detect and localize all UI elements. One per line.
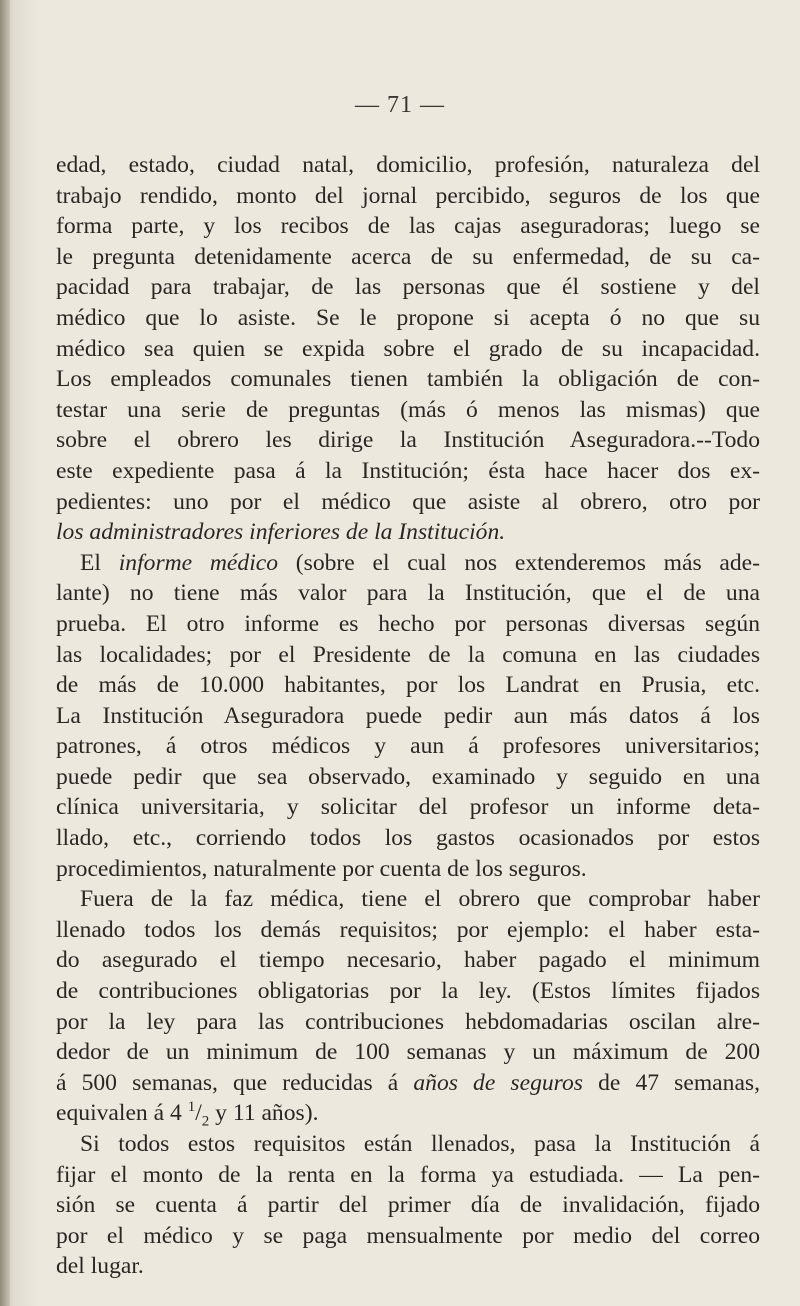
text-line: equivalen á 4 $^1/_2$ y 11 años). xyxy=(56,1099,319,1131)
text-fragment: (sobre el cual nos extenderemos más ade- xyxy=(278,549,760,576)
text-line: médico sea quien se expida sobre el grado de su incapacidad. xyxy=(56,335,760,362)
text-line: médico que lo asiste. Se le propone si acepta ó no que su xyxy=(56,304,760,331)
text-line: de contribuciones obligatorias por la ley. (Estos límites fijados xyxy=(56,978,760,1005)
text-line: las localidades; por el Presidente de la comuna en las ciudades xyxy=(56,641,760,668)
text-line: por la ley para las contribuciones hebdomadarias oscilan alre- xyxy=(56,1008,760,1035)
text-line: puede pedir que sea observado, examinado y seguido en una xyxy=(56,763,760,790)
text-line: le pregunta detenidamente acerca de su enfermedad, de su ca- xyxy=(56,243,760,270)
italic-phrase: los administradores inferiores de la Institución. xyxy=(56,519,506,546)
body-text xyxy=(56,150,760,1282)
text-line: pacidad para trabajar, de las personas que él sostiene y del xyxy=(56,274,760,301)
text-line xyxy=(56,1068,760,1099)
text-line: lante) no tiene más valor para la Institución, que el de una xyxy=(56,580,760,607)
text-line: forma parte, y los recibos de las cajas aseguradoras; luego se xyxy=(56,213,760,240)
text-line: prueba. El otro informe es hecho por personas diversas según xyxy=(56,610,760,637)
paragraph-start: Fuera de la faz médica, tiene el obrero que comprobar haber xyxy=(80,886,760,913)
page-number: — 71 — xyxy=(355,92,445,118)
text-fragment: á 500 semanas, que reducidas á xyxy=(56,1069,414,1096)
text-line: procedimientos, naturalmente por cuenta de los seguros. xyxy=(56,855,587,882)
text-line: dedor de un minimum de 100 semanas y un máximum de 200 xyxy=(56,1039,760,1066)
text-line: del lugar. xyxy=(56,1253,144,1280)
italic-phrase: años de seguros xyxy=(413,1069,583,1096)
text-line-italic xyxy=(56,517,760,548)
book-spine-shadow xyxy=(0,0,10,1306)
paragraph-start xyxy=(56,548,760,579)
text-fragment: de 47 semanas, xyxy=(582,1069,760,1096)
text-line: llenado todos los demás requisitos; por ejemplo: el haber esta- xyxy=(56,916,760,943)
fraction-denominator: 2 xyxy=(201,1114,210,1131)
text-line: testar una serie de preguntas (más ó menos las mismas) que xyxy=(56,396,760,423)
text-line: llado, etc., corriendo todos los gastos ocasionados por estos xyxy=(56,825,760,852)
text-fragment: equivalen á 4 xyxy=(56,1100,188,1127)
text-line: patrones, á otros médicos y aun á profesores universitarios; xyxy=(56,733,760,760)
paragraph-start: Si todos estos requisitos están llenados, pasa la Institución á xyxy=(80,1131,760,1157)
text-fragment: El xyxy=(80,549,119,576)
text-line: de más de 10.000 habitantes, por los Landrat en Prusia, etc. xyxy=(56,672,760,699)
text-line: do asegurado el tiempo necesario, haber pagado el minimum xyxy=(56,947,760,974)
text-line: fijar el monto de la renta en la forma ya estudiada. — La pen- xyxy=(56,1161,760,1188)
fraction-numerator: 1 xyxy=(187,1099,196,1116)
text-line: trabajo rendido, monto del jornal percibido, seguros de los que xyxy=(56,182,760,209)
text-line: pedientes: uno por el médico que asiste al obrero, otro por xyxy=(56,488,760,515)
text-line: sobre el obrero les dirige la Institución Aseguradora.--Todo xyxy=(56,427,760,454)
text-line: Los empleados comunales tienen también la obligación de con- xyxy=(56,366,760,393)
text-line: por el médico y se paga mensualmente por medio del correo xyxy=(56,1222,760,1249)
text-fragment: y 11 años). xyxy=(209,1100,319,1127)
text-line: clínica universitaria, y solicitar del profesor un informe deta- xyxy=(56,794,760,821)
text-line: sión se cuenta á partir del primer día de invalidación, fijado xyxy=(56,1192,760,1219)
text-line: este expediente pasa á la Institución; ésta hace hacer dos ex- xyxy=(56,457,760,484)
text-line: edad, estado, ciudad natal, domicilio, profesión, naturaleza del xyxy=(56,152,760,178)
italic-phrase: informe médico xyxy=(118,549,279,576)
text-line: La Institución Aseguradora puede pedir aun más datos á los xyxy=(56,702,760,729)
